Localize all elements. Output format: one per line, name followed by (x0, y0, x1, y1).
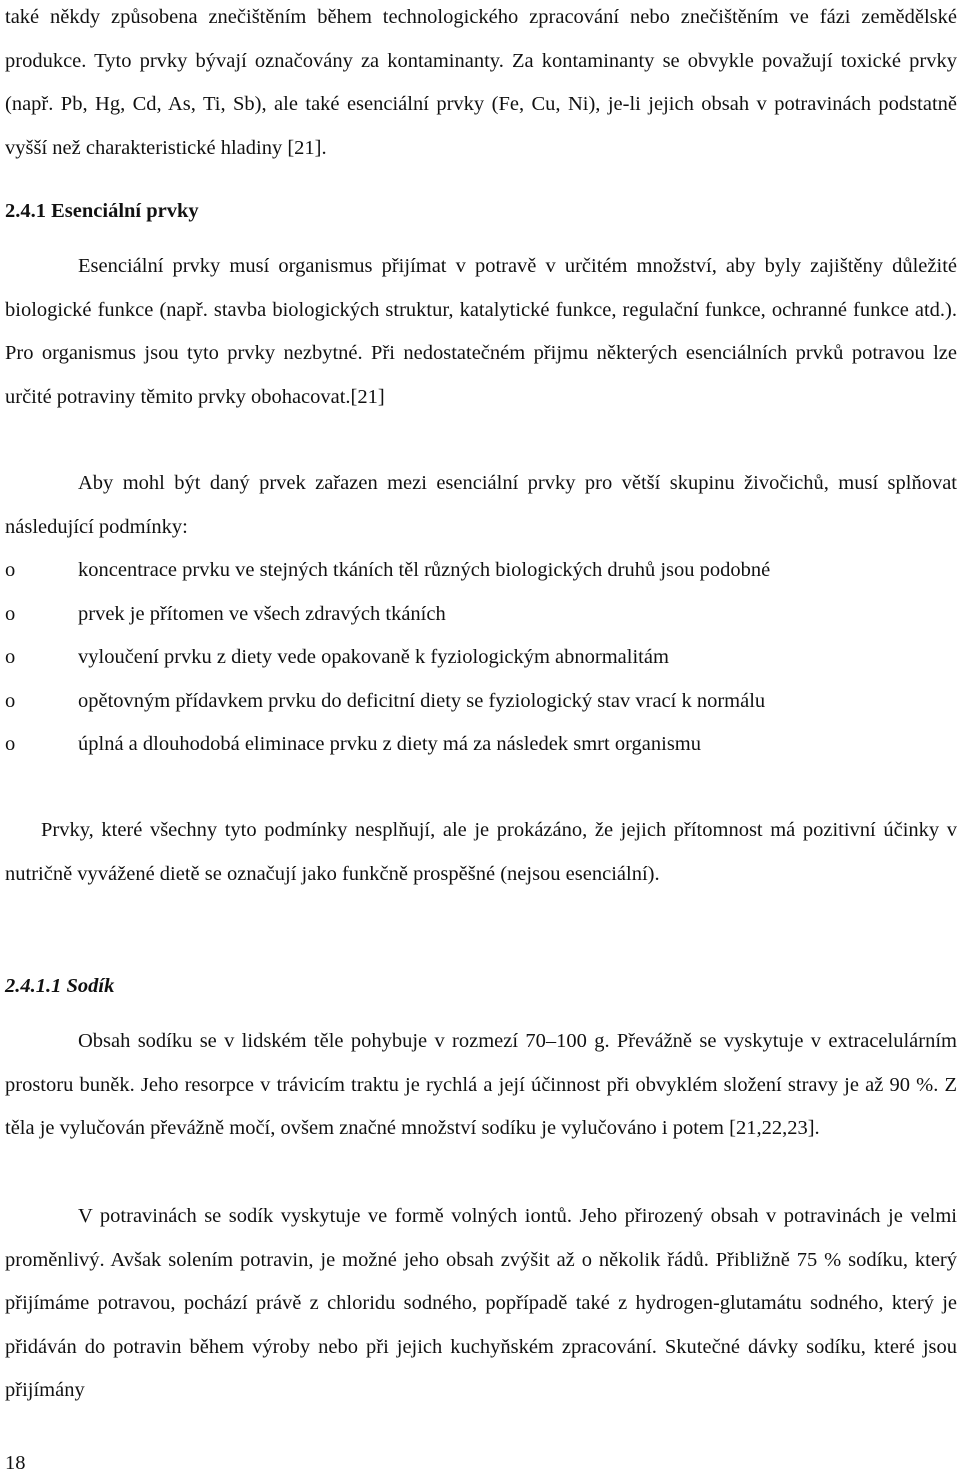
essential-elements-paragraph: Esenciální prvky musí organismus přijímat v potravě v určitém množství, aby byly zajištěny důležité biologické funkce (např. stavba biologických struktur, katalytické funkce, regulační funkce, ochranné funkce atd.). Pro organismus jsou tyto prvky nezbytné. Při nedostatečném přijmu některých esenciálních prvků potravou lze určité potraviny těmito prvky obohacovat.[21] (5, 255, 957, 408)
list-item (5, 549, 957, 593)
list-item (5, 723, 957, 767)
list-item (5, 593, 957, 637)
list-item (5, 680, 957, 724)
bullet-marker: o (5, 559, 16, 581)
bullet-marker: o (5, 689, 16, 712)
beneficial-elements-paragraph: Prvky, které všechny tyto podmínky nesplňují, ale je prokázáno, že jejich přítomnost má pozitivní účinky v nutričně vyvážené dietě se označují jako funkčně prospěšné (nejsou esenciální). (5, 819, 957, 885)
list-item-text: úplná a dlouhodobá eliminace prvku z diety má za následek smrt organismu (78, 733, 701, 755)
section-heading: 2.4.1 Esenciální prvky (5, 200, 199, 222)
subsection-heading: 2.4.1.1 Sodík (5, 975, 115, 997)
bullet-marker: o (5, 602, 16, 625)
page-number: 18 (5, 1452, 26, 1474)
sodium-paragraph-1: Obsah sodíku se v lidském těle pohybuje v rozmezí 70–100 g. Převážně se vyskytuje v extracelulárním prostoru buněk. Jeho resorpce v trávicím traktu je rychlá a její účinnost při obvyklém složení stravy je až 90 %. Z těla je vylučován převážně močí, ovšem značné množství sodíku je vylučováno i potem [21,22,23]. (5, 1030, 957, 1139)
bullet-marker: o (5, 646, 16, 668)
conditions-intro-paragraph: Aby mohl být daný prvek zařazen mezi esenciální prvky pro větší skupinu živočichů, musí splňovat následující podmínky: (5, 472, 957, 538)
list-item-text: prvek je přítomen ve všech zdravých tkáních (78, 602, 446, 625)
bullet-marker: o (5, 733, 16, 755)
conditions-list (5, 549, 957, 767)
list-item-text: koncentrace prvku ve stejných tkáních těl různých biologických druhů jsou podobné (78, 559, 771, 581)
list-item-text: opětovným přídavkem prvku do deficitní diety se fyziologický stav vrací k normálu (78, 689, 766, 712)
list-item-text: vyloučení prvku z diety vede opakovaně k fyziologickým abnormalitám (78, 646, 669, 668)
sodium-paragraph-2: V potravinách se sodík vyskytuje ve formě volných iontů. Jeho přirozený obsah v potravinách je velmi proměnlivý. Avšak solením potravin, je možné jeho obsah zvýšit až o několik řádů. Přibližně 75 % sodíku, který přijímáme potravou, pochází právě z chloridu sodného, popřípadě také z hydrogen-glutamátu sodného, který je přidáván do potravin během výroby nebo při jejich kuchyňském zpracování. Skutečné dávky sodíku, které jsou přijímány (5, 1205, 957, 1401)
list-item (5, 636, 957, 680)
intro-paragraph: také někdy způsobena znečištěním během technologického zpracování nebo znečištěním ve fázi zemědělské produkce. Tyto prvky bývají označovány za kontaminanty. Za kontaminanty se obvykle považují toxické prvky (např. Pb, Hg, Cd, As, Ti, Sb), ale také esenciální prvky (Fe, Cu, Ni), je-li jejich obsah v potravinách podstatně vyšší než charakteristické hladiny [21]. (5, 6, 957, 159)
